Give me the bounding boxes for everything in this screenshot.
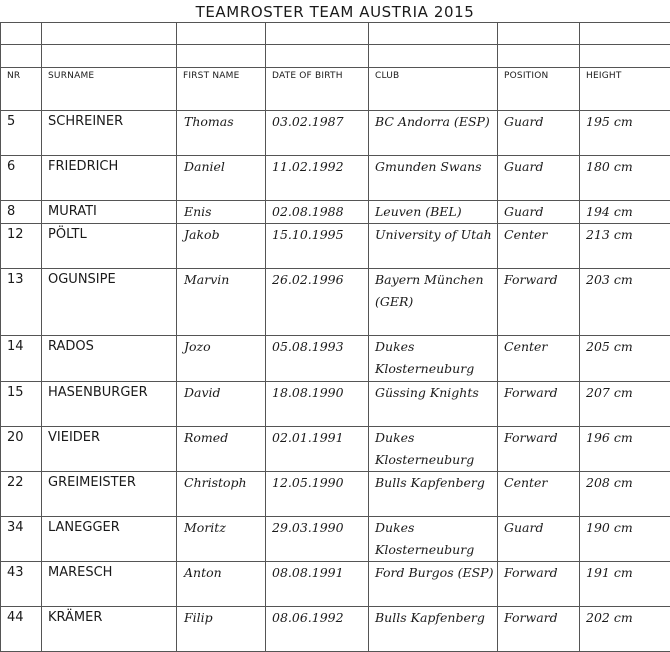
player-surname: GREIMEISTER [42, 472, 177, 517]
player-nr: 13 [1, 269, 42, 336]
player-position: Guard [498, 156, 580, 201]
player-row [1, 607, 670, 652]
player-surname: MURATI [42, 201, 177, 224]
player-height: 205 cm [580, 336, 670, 381]
blank-row [1, 45, 670, 68]
player-row [1, 336, 670, 381]
player-dob: 18.08.1990 [266, 381, 369, 426]
player-height: 191 cm [580, 562, 670, 607]
player-position: Forward [498, 269, 580, 336]
player-first-name: Filip [177, 607, 266, 652]
player-first-name: Daniel [177, 156, 266, 201]
player-first-name: Thomas [177, 111, 266, 156]
player-club: Bulls Kapfenberg [369, 607, 498, 652]
player-club: Bulls Kapfenberg [369, 472, 498, 517]
header-position: POSITION [498, 68, 580, 111]
player-surname: PÖLTL [42, 224, 177, 269]
player-height: 190 cm [580, 517, 670, 562]
player-club: Dukes Klosterneuburg [369, 426, 498, 471]
player-dob: 08.08.1991 [266, 562, 369, 607]
player-surname: RADOS [42, 336, 177, 381]
player-dob: 29.03.1990 [266, 517, 369, 562]
player-position: Guard [498, 111, 580, 156]
player-nr: 44 [1, 607, 42, 652]
player-nr: 14 [1, 336, 42, 381]
player-club: Dukes Klosterneuburg [369, 517, 498, 562]
player-club: Gmunden Swans [369, 156, 498, 201]
player-dob: 12.05.1990 [266, 472, 369, 517]
player-club: BC Andorra (ESP) [369, 111, 498, 156]
player-dob: 05.08.1993 [266, 336, 369, 381]
player-nr: 6 [1, 156, 42, 201]
player-position: Guard [498, 201, 580, 224]
player-height: 213 cm [580, 224, 670, 269]
player-first-name: Enis [177, 201, 266, 224]
player-row [1, 201, 670, 224]
player-height: 208 cm [580, 472, 670, 517]
player-row [1, 156, 670, 201]
player-position: Center [498, 472, 580, 517]
player-first-name: Marvin [177, 269, 266, 336]
player-surname: FRIEDRICH [42, 156, 177, 201]
player-nr: 8 [1, 201, 42, 224]
player-surname: VIEIDER [42, 426, 177, 471]
player-height: 202 cm [580, 607, 670, 652]
header-row [1, 68, 670, 111]
player-row [1, 517, 670, 562]
player-surname: KRÄMER [42, 607, 177, 652]
roster-title: TEAMROSTER TEAM AUSTRIA 2015 [0, 3, 670, 21]
player-row [1, 426, 670, 471]
player-dob: 03.02.1987 [266, 111, 369, 156]
header-surname: SURNAME [42, 68, 177, 111]
player-dob: 08.06.1992 [266, 607, 369, 652]
player-height: 195 cm [580, 111, 670, 156]
player-row [1, 224, 670, 269]
player-nr: 22 [1, 472, 42, 517]
player-first-name: Jozo [177, 336, 266, 381]
player-nr: 34 [1, 517, 42, 562]
player-height: 207 cm [580, 381, 670, 426]
player-club: Güssing Knights [369, 381, 498, 426]
header-dob: DATE OF BIRTH [266, 68, 369, 111]
player-first-name: David [177, 381, 266, 426]
header-height: HEIGHT [580, 68, 670, 111]
player-dob: 02.08.1988 [266, 201, 369, 224]
player-row [1, 562, 670, 607]
player-club: Ford Burgos (ESP) [369, 562, 498, 607]
player-position: Center [498, 224, 580, 269]
player-row [1, 269, 670, 336]
player-club: Bayern München (GER) [369, 269, 498, 336]
header-club: CLUB [369, 68, 498, 111]
player-row [1, 111, 670, 156]
player-position: Forward [498, 562, 580, 607]
player-first-name: Romed [177, 426, 266, 471]
header-nr: NR [1, 68, 42, 111]
player-position: Forward [498, 426, 580, 471]
player-first-name: Christoph [177, 472, 266, 517]
player-first-name: Moritz [177, 517, 266, 562]
player-club: University of Utah [369, 224, 498, 269]
roster-table [0, 22, 670, 652]
player-first-name: Anton [177, 562, 266, 607]
player-position: Forward [498, 381, 580, 426]
player-height: 194 cm [580, 201, 670, 224]
blank-row [1, 23, 670, 45]
player-height: 196 cm [580, 426, 670, 471]
player-surname: OGUNSIPE [42, 269, 177, 336]
player-row [1, 472, 670, 517]
player-nr: 12 [1, 224, 42, 269]
player-position: Guard [498, 517, 580, 562]
player-dob: 15.10.1995 [266, 224, 369, 269]
player-surname: LANEGGER [42, 517, 177, 562]
header-first-name: FIRST NAME [177, 68, 266, 111]
player-dob: 26.02.1996 [266, 269, 369, 336]
player-club: Dukes Klosterneuburg [369, 336, 498, 381]
player-nr: 20 [1, 426, 42, 471]
player-nr: 43 [1, 562, 42, 607]
player-dob: 02.01.1991 [266, 426, 369, 471]
player-height: 203 cm [580, 269, 670, 336]
player-surname: MARESCH [42, 562, 177, 607]
player-nr: 15 [1, 381, 42, 426]
player-nr: 5 [1, 111, 42, 156]
player-dob: 11.02.1992 [266, 156, 369, 201]
player-club: Leuven (BEL) [369, 201, 498, 224]
player-position: Forward [498, 607, 580, 652]
player-surname: HASENBURGER [42, 381, 177, 426]
player-first-name: Jakob [177, 224, 266, 269]
player-surname: SCHREINER [42, 111, 177, 156]
player-height: 180 cm [580, 156, 670, 201]
player-position: Center [498, 336, 580, 381]
player-row [1, 381, 670, 426]
